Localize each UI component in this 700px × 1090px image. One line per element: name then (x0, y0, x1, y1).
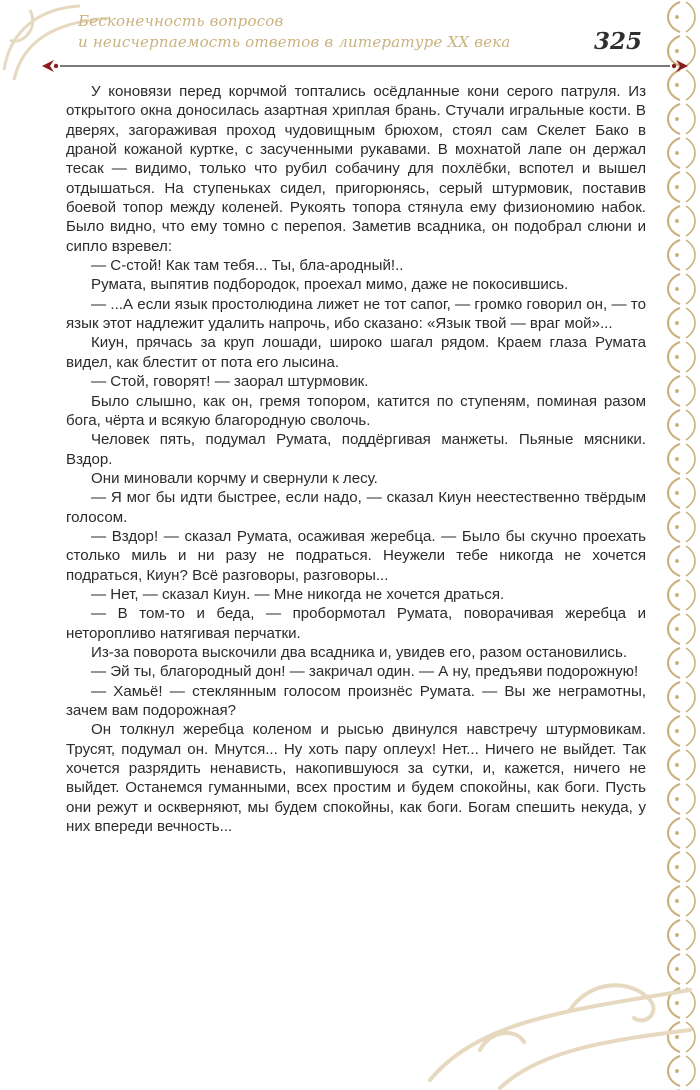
paragraph: Они миновали корчму и свернули к лесу. (91, 469, 378, 487)
paragraph: — В том-то и беда, — пробормотал Румата, поворачивая жеребца и неторопливо натягивая перчатки. (66, 605, 646, 642)
paragraph: — Стой, говорят! — заорал штурмовик. (91, 373, 369, 391)
page-header (0, 0, 700, 80)
paragraph: Киун, прячась за круп лошади, широко шагал рядом. Краем глаза Румата видел, как блестит от пота его лысина. (66, 334, 646, 371)
paragraph: У коновязи перед корчмой топтались осёдланные кони серого патруля. Из открытого окна доносилась азартная хриплая брань. Стучали игральные кости. В дверях, загораживая проход чудовищным брюхом, стоял сам Скелет Бако в драной кожаной куртке, с засученными рукавами. В мохнатой лапе он держал тесак — видимо, только что рубил собачину для похлёбки, вспотел и вышел отдышаться. На ступеньках сидел, пригорюнясь, серый штурмовик, поставив боевой топор между коленей. Рукоять топора стянула ему физиономию набок. Было видно, что ему томно с перепоя. Заметив всадника, он подобрал слюни и сипло взревел: (66, 83, 646, 255)
paragraph: Человек пять, подумал Румата, поддёргивая манжеты. Пьяные мясники. Вздор. (66, 431, 646, 468)
body-text (66, 82, 646, 836)
paragraph: — Хамьё! — стеклянным голосом произнёс Румата. — Вы же неграмотны, зачем вам подорожная? (66, 682, 646, 719)
bottom-flourish-ornament (420, 950, 700, 1090)
paragraph: Он толкнул жеребца коленом и рысью двинулся навстречу штурмовикам. Трусят, подумал он. Мнутся... Ну хоть пару оплеух! Нет... Ничего не выйдет. Так хочется разрядить ненависть, накопившуюся за сутки, и, кажется, ничего не выйдет. Останемся гуманными, всех простим и будем спокойны, как боги. Пусть они режут и оскверняют, мы будем спокойны, как боги. Богам спешить некуда, у них впереди вечность... (66, 721, 646, 836)
paragraph: — Нет, — сказал Киун. — Мне никогда не хочется драться. (91, 585, 505, 603)
paragraph: Из-за поворота выскочили два всадника и, увидев его, разом остановились. (91, 643, 628, 661)
running-title (78, 11, 538, 53)
paragraph: — ...А если язык простолюдина лижет не тот сапог, — громко говорил он, — то язык этот надлежит удалить напрочь, ибо сказано: «Язык твой — враг мой»... (66, 295, 646, 333)
paragraph: Было слышно, как он, гремя топором, катится по ступеням, поминая разом бога, чёрта и всякую благородную сволочь. (66, 392, 646, 429)
paragraph: — Я мог бы идти быстрее, если надо, — сказал Киун неестественно твёрдым голосом. (66, 489, 646, 526)
paragraph: — С-стой! Как там тебя... Ты, бла-ародный!.. (91, 257, 404, 275)
header-rule-ornament (40, 56, 690, 76)
paragraph: — Вздор! — сказал Румата, осаживая жеребца. — Было бы скучно проехать столько миль и ни разу не подраться. Неужели тебе никогда не хочется подраться, Киун? Всё разговоры, разговоры... (66, 527, 646, 584)
running-title-line-2: и неисчерпаемость ответов в литературе XX века (78, 33, 511, 51)
paragraph: — Эй ты, благородный дон! — закричал один. — А ну, предъяви подорожную! (91, 663, 639, 681)
running-title-line-1: Бесконечность вопросов (78, 12, 284, 30)
page-number: 325 (594, 28, 643, 55)
right-border-ornament (650, 0, 700, 1090)
paragraph: Румата, выпятив подбородок, проехал мимо, даже не покосившись. (91, 276, 569, 294)
